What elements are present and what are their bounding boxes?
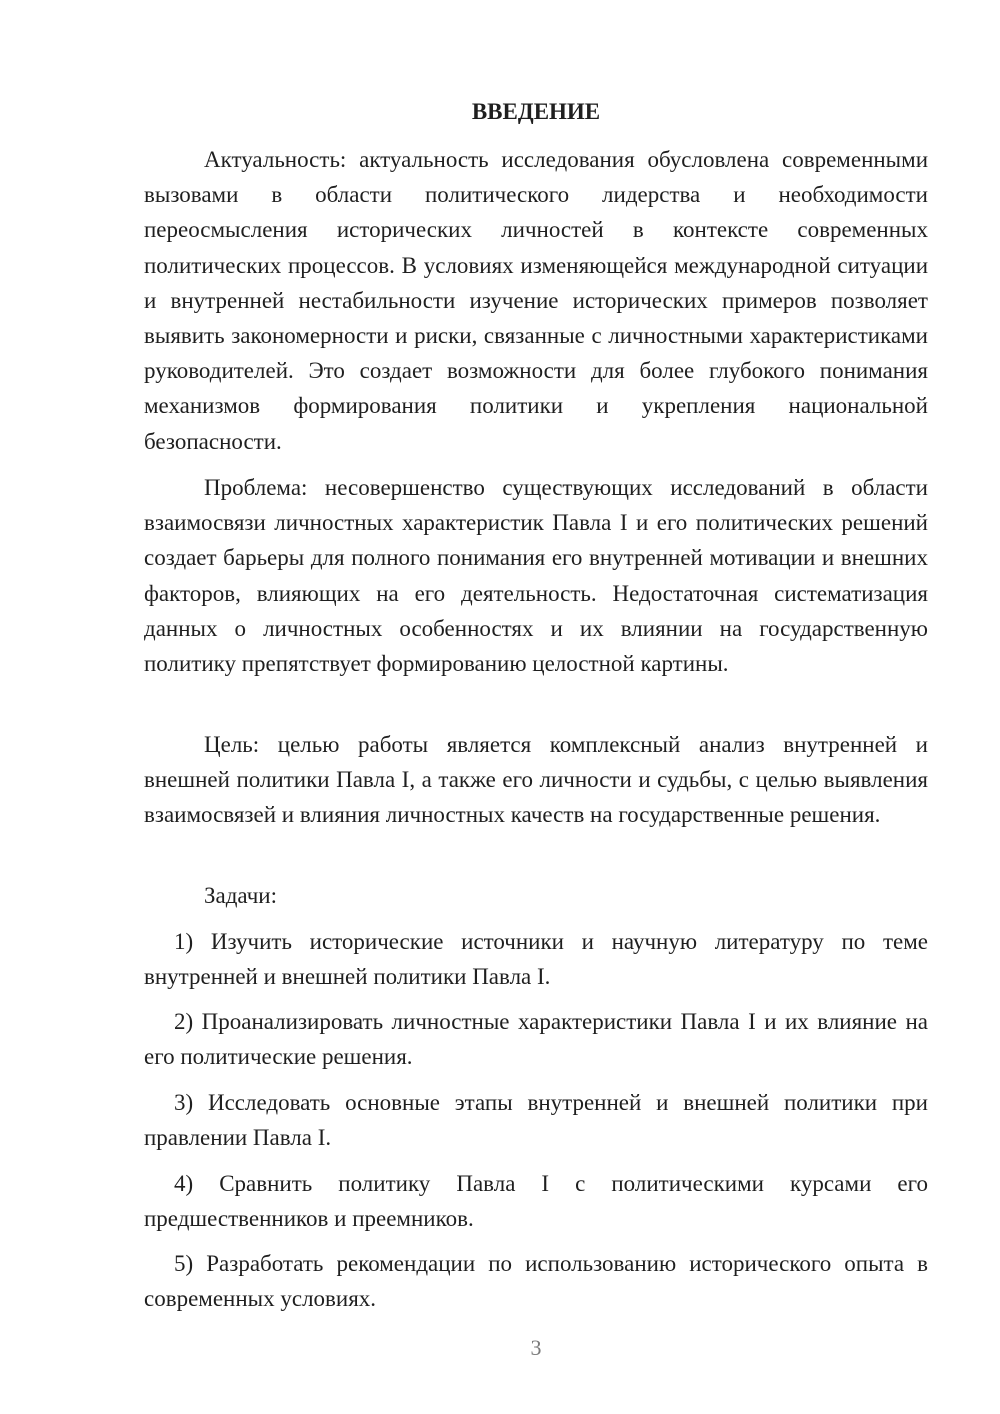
tasks-heading: Задачи: bbox=[204, 883, 277, 908]
task-item-1: 1) Изучить исторические источники и научную литературу по теме внутренней и внешней политики Павла I. bbox=[144, 929, 928, 990]
task-item-3: 3) Исследовать основные этапы внутренней и внешней политики при правлении Павла I. bbox=[144, 1090, 928, 1151]
task-item-2: 2) Проанализировать личностные характеристики Павла I и их влияние на его политические решения. bbox=[144, 1009, 928, 1070]
paragraph-problem: Проблема: несовершенство существующих исследований в области взаимосвязи личностных характеристик Павла I и его политических решений создает барьеры для полного понимания его внутренней мотивации и внешних факторов, влияющих на его деятельность. Недостаточная систематизация данных о личностных особенностях и их влиянии на государственную политику препятствует формированию целостной картины. bbox=[144, 475, 928, 677]
task-item-4: 4) Сравнить политику Павла I с политическими курсами его предшественников и преемников. bbox=[144, 1171, 928, 1232]
section-title: ВВЕДЕНИЕ bbox=[471, 99, 601, 124]
paragraph-goal: Цель: целью работы является комплексный анализ внутренней и внешней политики Павла I, а также его личности и судьбы, с целью выявления взаимосвязей и влияния личностных качеств на государственные решения. bbox=[144, 732, 928, 828]
task-item-5: 5) Разработать рекомендации по использованию исторического опыта в современных условиях. bbox=[144, 1251, 928, 1312]
page-number: 3 bbox=[530, 1335, 542, 1360]
paragraph-relevance: Актуальность: актуальность исследования обусловлена современными вызовами в области политического лидерства и необходимости переосмысления исторических личностей в контексте современных политических процессов. В условиях изменяющейся международной ситуации и внутренней нестабильности изучение исторических примеров позволяет выявить закономерности и риски, связанные с личностными характеристиками руководителей. Это создает возможности для более глубокого понимания механизмов формирования политики и укрепления национальной безопасности. bbox=[144, 147, 928, 454]
